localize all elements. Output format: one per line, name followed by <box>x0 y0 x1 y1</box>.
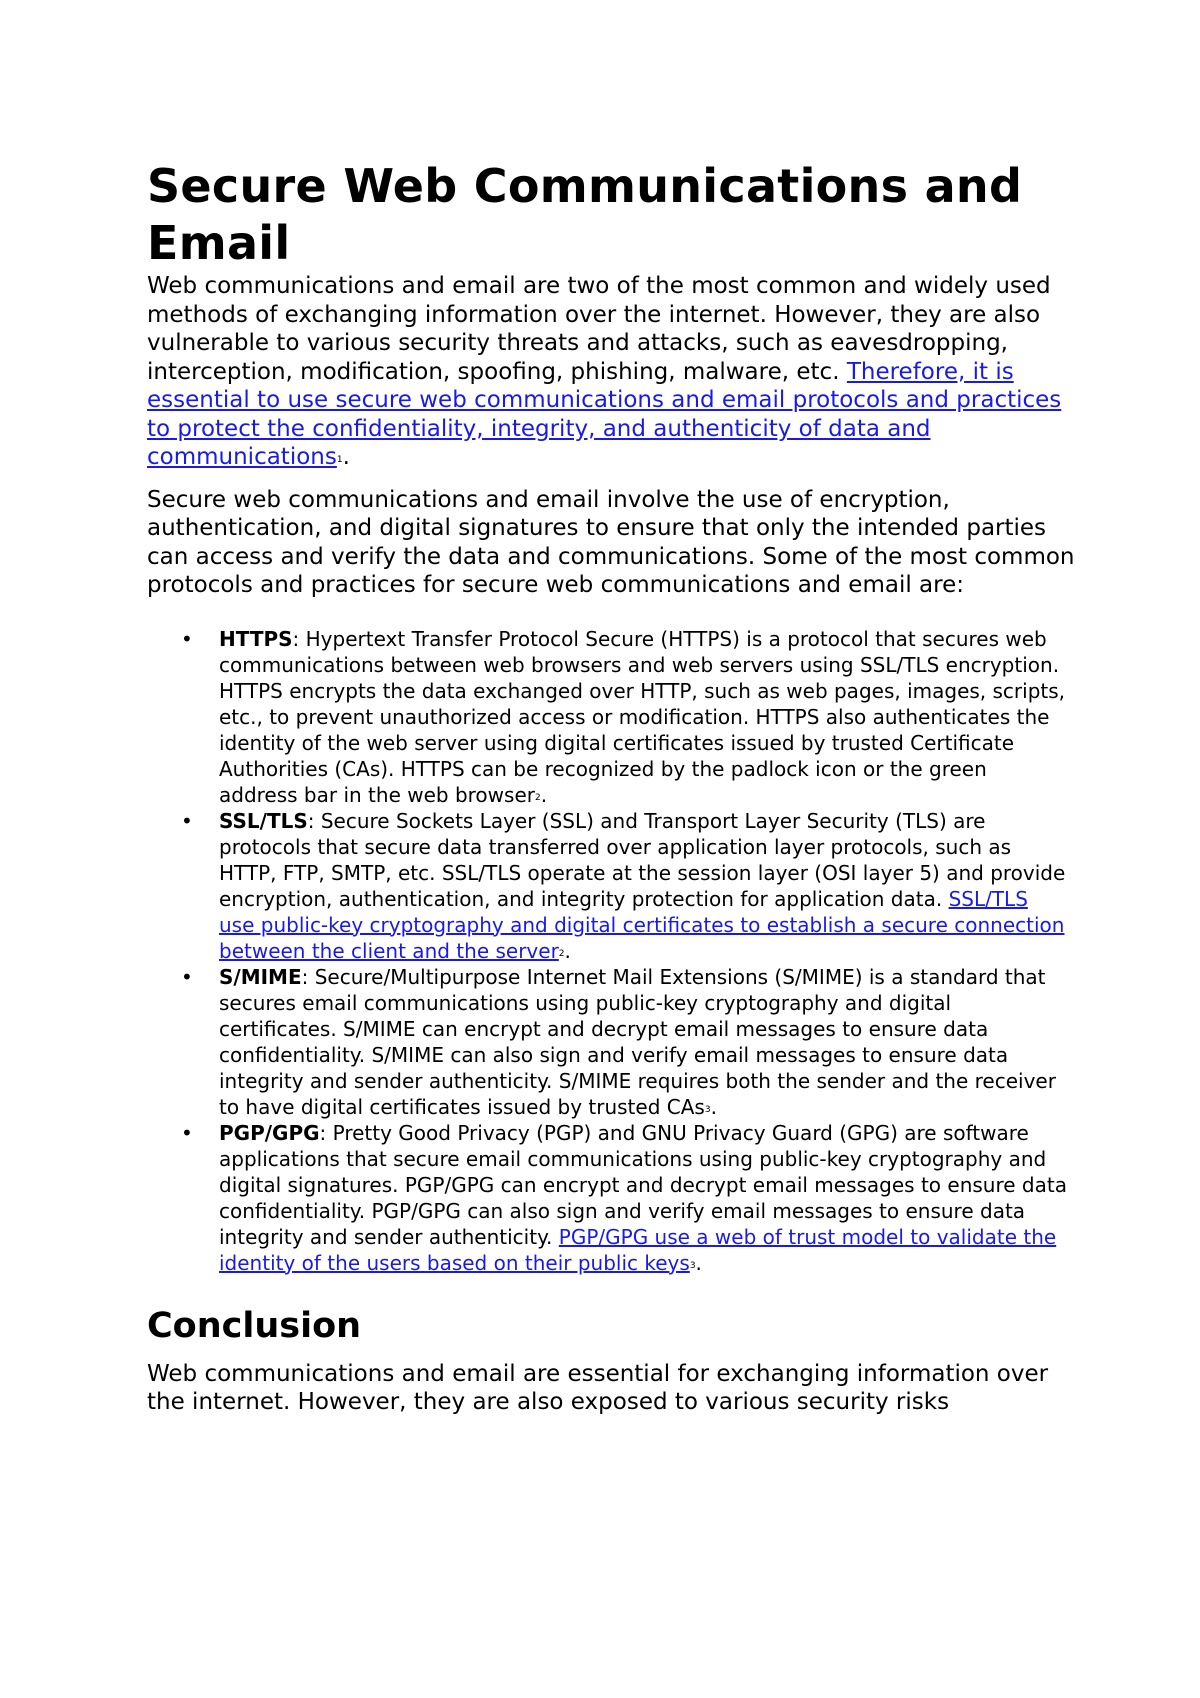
intro-paragraph <box>147 272 1077 472</box>
list-item-end: . <box>710 1094 717 1119</box>
list-item-term: S/MIME <box>219 964 302 989</box>
list-item-text: : Secure/Multipurpose Internet Mail Extensions (S/MIME) is a standard that secures email communications using public-key cryptography and digital certificates. S/MIME can encrypt and decrypt email messages to ensure data confidentiality. S/MIME can also sign and verify email messages to ensure data integrity and sender authenticity. S/MIME requires both the sender and the receiver to have digital certificates issued by trusted CAs <box>219 964 1056 1119</box>
list-item-text: : Pretty Good Privacy (PGP) and GNU Privacy Guard (GPG) are software applications that secure email communications using public-key cryptography and digital signatures. PGP/GPG can encrypt and decrypt email messages to ensure data confidentiality. PGP/GPG can also sign and verify email messages to ensure data integrity and sender authenticity. <box>219 1120 1067 1249</box>
list-item-pgp-gpg <box>147 1120 1077 1276</box>
document-title: Secure Web Communications and Email <box>147 159 1023 270</box>
list-item-term: SSL/TLS <box>219 808 308 833</box>
list-item-https <box>147 626 1077 808</box>
list-item-link[interactable]: SSL/TLS use public-key cryptography and digital certificates to establish a secure connection between the client and the server <box>219 886 1065 963</box>
footnote-ref[interactable]: 1 <box>336 455 343 465</box>
list-item-end: . <box>540 782 548 807</box>
protocol-list <box>147 626 1077 1276</box>
conclusion-heading: Conclusion <box>147 1305 362 1346</box>
protocols-intro-paragraph: Secure web communications and email involve the use of encryption, authentication, and digital signatures to ensure that only the intended parties can access and verify the data and communications. Some of the most common protocols and practices for secure web communications and email are: <box>147 486 1075 598</box>
footnote-ref[interactable]: 2 <box>558 948 565 959</box>
footnote-ref[interactable]: 2 <box>534 792 541 803</box>
bullet-icon: • <box>181 964 193 989</box>
intro-link[interactable]: Therefore, it is essential to use secure web communications and email protocols and practices to protect the confidentiality, integrity, and authenticity of data and communications <box>147 358 1062 470</box>
list-item-text: : Hypertext Transfer Protocol Secure (HTTPS) is a protocol that secures web communications between web browsers and web servers using SSL/TLS encryption. HTTPS encrypts the data exchanged over HTTP, such as web pages, images, scripts, etc., to prevent unauthorized access or modification. HTTPS also authenticates the identity of the web server using digital certificates issued by trusted Certificate Authorities (CAs). HTTPS can be recognized by the padlock icon or the green address bar in the web browser <box>219 626 1066 807</box>
intro-end: . <box>342 444 350 470</box>
list-item-ssl-tls <box>147 808 1077 964</box>
list-item-term: PGP/GPG <box>219 1120 320 1145</box>
list-item-end: . <box>564 938 571 963</box>
footnote-ref[interactable]: 3 <box>704 1104 711 1115</box>
list-item-smime <box>147 964 1077 1120</box>
intro-text: Web communications and email are two of the most common and widely used methods of exchanging information over the internet. However, they are also vulnerable to various security threats and attacks, such as eavesdropping, interception, modification, spoofing, phishing, malware, etc. <box>147 273 1051 385</box>
list-item-term: HTTPS <box>219 626 293 651</box>
footnote-ref[interactable]: 3 <box>689 1260 696 1271</box>
document-page <box>147 158 1077 1417</box>
bullet-icon: • <box>181 626 193 651</box>
conclusion-paragraph: Web communications and email are essential for exchanging information over the internet. However, they are also exposed to various security risks <box>147 1360 1049 1415</box>
bullet-icon: • <box>181 808 193 833</box>
bullet-icon: • <box>181 1120 193 1145</box>
list-item-link[interactable]: PGP/GPG use a web of trust model to validate the identity of the users based on their public keys <box>219 1224 1057 1275</box>
list-item-text: : Secure Sockets Layer (SSL) and Transport Layer Security (TLS) are protocols that secure data transferred over application layer protocols, such as HTTP, FTP, SMTP, etc. SSL/TLS operate at the session layer (OSI layer 5) and provide encryption, authentication, and integrity protection for application data. <box>219 808 1066 911</box>
list-item-end: . <box>695 1250 702 1275</box>
